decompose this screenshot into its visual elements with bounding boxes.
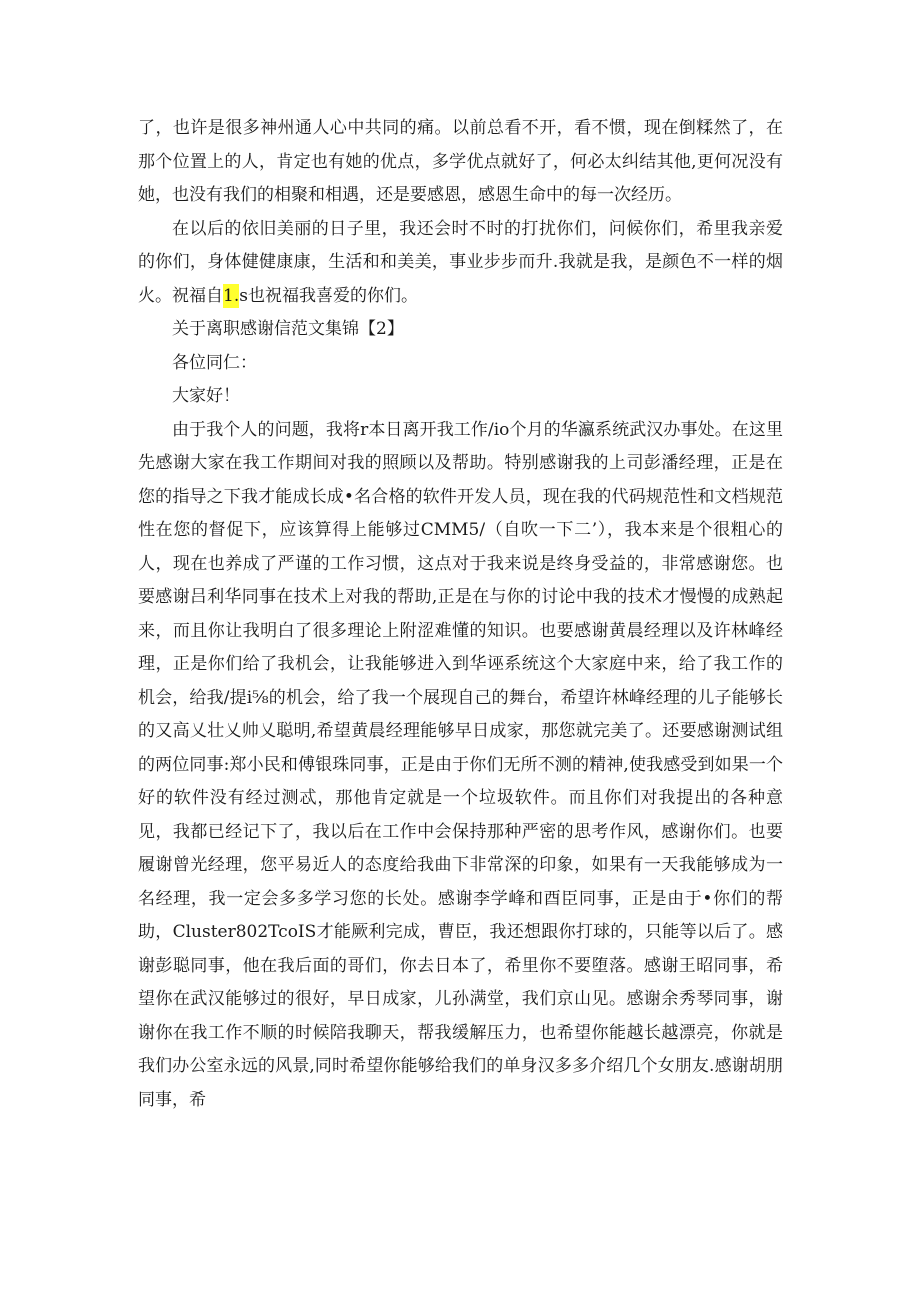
greeting: 大家好！ (172, 386, 240, 406)
paragraph-body: 由于我个人的问题，我将r本日离开我工作/io个月的华瀛系统武汉办事处。在这里先感谢大家在我工作期间对我的照顾以及帮助。特别感谢我的上司彭潘经理，正是在您的指导之下我才能成长成•名合格的软件开发人员，现在我的代码规范性和文档规范性在您的督促下，应该算得上能够过CMM5/（自吹一下二’），我本来是个很粗心的人，现在也养成了严谨的工作习惯，这点对于我来说是终身受益的，非常感谢您。也要感谢吕利华同事在技术上对我的帮助,正是在与你的讨论中我的技术才慢慢的成熟起来，而且你让我明白了很多理论上附涩难懂的知识。也要感谢黄晨经理以及许林峰经理，正是你们给了我机会，让我能够进入到华诬系统这个大家庭中来，给了我工作的机会，给我/提i⅝的机会，给了我一个展现自己的舞台，希望许林峰经理的儿子能够长的又高乂壮乂帅乂聪明,希望黄晨经理能够早日成家，那您就完美了。还要感谢测试组的两位同事:郑小民和傅银珠同事，正是由于你们无所不测的精神,使我感受到如果一个好的软件没有经过测忒，那他肯定就是一个垃圾软件。而且你们对我提出的各种意见，我都已经记下了，我以后在工作中会保持那种严密的思考作风，感谢你们。也要履谢曾光经理，您平易近人的态度给我曲下非常深的印象，如果有一天我能够成为一名经理，我一定会多多学习您的长处。感谢李学峰和酉臣同事，正是由于•你们的帮助，Cluster802TcoIS才能厥利完成，曹臣，我还想跟你打球的，只能等以后了。感谢彭聪同事，他在我后面的哥们，你去日本了，希里你不要堕落。感谢王昭同事，希望你在武汉能够过的很好，早日成家，儿孙满堂，我们京山见。感谢余秀琴同事，谢谢你在我工作不顺的时候陪我聊天，帮我缓解压力，也希望你能越长越漂亮，你就是我们办公室永远的风景,同时希望你能够给我们的单身汉多多介绍几个女朋友.感谢胡朋同事，希 (138, 419, 783, 1110)
paragraph-closing-wishes (138, 213, 783, 314)
highlighted-text: 1. (223, 285, 240, 306)
wishes-text-end: s也祝福我喜爱的你们。 (239, 285, 418, 306)
wishes-text: 在以后的依旧美丽的日子里，我还会时不时的打扰你们，问候你们，希里我亲爱的你们，身体健健康康，生活和和美美，事业步步而升.我就是我，是颜色不一样的烟火。祝福自 (138, 218, 783, 306)
paragraph-continuation: 了，也许是很多神州通人心中共同的痛。以前总看不开，看不惯，现在倒糅然了，在那个位置上的人，肯定也有她的优点，多学优点就好了，何必太纠结其他,更何况没有她，也没有我们的相聚和相遇，还是要感恩，感恩生命中的每一次经历。 (138, 118, 783, 205)
salutation: 各位同仁： (172, 352, 257, 373)
section-heading: 关于离职感谢信范文集锦【2】 (172, 319, 404, 339)
document-page (138, 112, 783, 1117)
